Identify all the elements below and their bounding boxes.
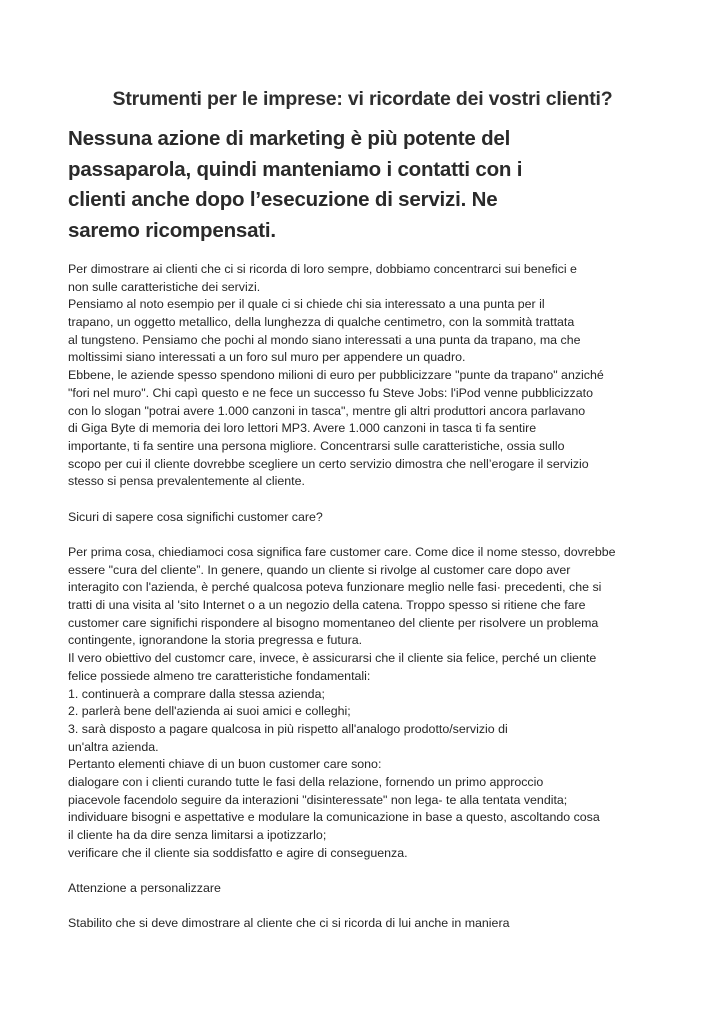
body-line: tratti di una visita al 'sito Internet o a un negozio della catena. Troppo spesso si ritiene che fare (68, 598, 586, 613)
body-line: Per dimostrare ai clienti che ci si ricorda di loro sempre, dobbiamo concentrarci sui benefici e (68, 262, 577, 276)
document-title: Strumenti per le imprese: vi ricordate dei vostri clienti? (112, 88, 613, 110)
body-line: dialogare con i clienti curando tutte le fasi della relazione, fornendo un primo approccio (68, 774, 544, 789)
lead-line: Nessuna azione di marketing è più potente del (68, 127, 511, 150)
body-line: Stabilito che si deve dimostrare al cliente che ci si ricorda di lui anche in maniera (68, 916, 510, 931)
body-line: 3. sarà disposto a pagare qualcosa in più rispetto all'analogo prodotto/servizio di (68, 721, 508, 736)
body-line: Per prima cosa, chiediamoci cosa significa fare customer care. Come dice il nome stesso, dovrebbe (68, 545, 616, 559)
body-line: felice possiede almeno tre caratteristiche fondamentali: (68, 668, 371, 683)
body-line: di Giga Byte di memoria dei loro lettori MP3. Avere 1.000 canzoni in tasca ti fa sentire (68, 421, 537, 436)
body-line: Sicuri di sapere cosa significhi customer care? (68, 509, 323, 524)
body-line: un'altra azienda. (68, 739, 159, 754)
lead-line: passaparola, quindi manteniamo i contatti con i (68, 157, 523, 181)
body-line: contingente, ignorandone la storia pregressa e futura. (68, 633, 363, 648)
body-line: verificare che il cliente sia soddisfatto e agire di conseguenza. (68, 845, 408, 860)
body-line: il cliente ha da dire senza limitarsi a ipotizzarlo; (68, 828, 327, 842)
body-line: non sulle caratteristiche dei servizi. (68, 279, 261, 294)
body-line: moltissimi siano interessati a un foro sul muro per appendere un quadro. (68, 350, 466, 365)
body-line: individuare bisogni e aspettative e modulare la comunicazione in base a questo, ascoltando cosa (68, 810, 600, 825)
lead-paragraph (68, 124, 538, 246)
body-line: 1. continuerà a comprare dalla stessa azienda; (68, 686, 325, 701)
body-line: Pertanto elementi chiave di un buon customer care sono: (68, 757, 382, 772)
body-line: Ebbene, le aziende spesso spendono milioni di euro per pubblicizzare "punte da trapano" anziché (68, 368, 604, 383)
body-line: interagito con l'azienda, è perché qualcosa poteva funzionare meglio nelle fasi· precedenti, che si (68, 580, 602, 595)
body-line: con lo slogan "potrai avere 1.000 canzoni in tasca", mentre gli altri produttori ancora parlavano (68, 403, 586, 418)
body-line: importante, ti fa sentire una persona migliore. Concentrarsi sulle caratteristiche, ossia sullo (68, 438, 565, 453)
body-line: 2. parlerà bene dell'azienda ai suoi amici e colleghi; (68, 704, 351, 719)
body-line: piacevole facendolo seguire da interazioni "disinteressate" non lega- te alla tentata vendita; (68, 792, 568, 807)
lead-line: clienti anche dopo l’esecuzione di servizi. Ne (68, 188, 498, 211)
body-line: Pensiamo al noto esempio per il quale ci si chiede chi sia interessato a una punta per il (68, 297, 545, 312)
body-line: customer care significhi rispondere al bisogno momentaneo del cliente per risolvere un problema (68, 615, 599, 630)
body-line: essere "cura del cliente”. In genere, quando un cliente si rivolge al customer care dopo aver (68, 562, 571, 577)
body-line: scopo per cui il cliente dovrebbe scegliere un certo servizio dimostra che nell’erogare il servizio (68, 456, 589, 471)
body-line: Il vero obiettivo del customcr care, invece, è assicurarsi che il cliente sia felice, perché un cliente (68, 651, 597, 666)
body-line: "fori nel muro". Chi capì questo e ne fece un successo fu Steve Jobs: l'iPod venne pubblicizzato (68, 385, 593, 400)
body-line: Attenzione a personalizzare (68, 881, 221, 896)
paragraph-gap (68, 898, 668, 916)
paragraph-gap (68, 526, 668, 544)
body-line: trapano, un oggetto metallico, della lunghezza di qualche centimetro, con la sommità trattata (68, 315, 575, 330)
body-line: al tungsteno. Pensiamo che pochi al mondo siano interessati a una punta da trapano, ma che (68, 332, 581, 347)
lead-line: saremo ricompensati. (68, 218, 276, 242)
paragraph-gap (68, 862, 668, 880)
body-text (68, 261, 668, 933)
body-line: stesso si pensa prevalentemente al cliente. (68, 474, 305, 489)
paragraph-gap (68, 491, 668, 509)
